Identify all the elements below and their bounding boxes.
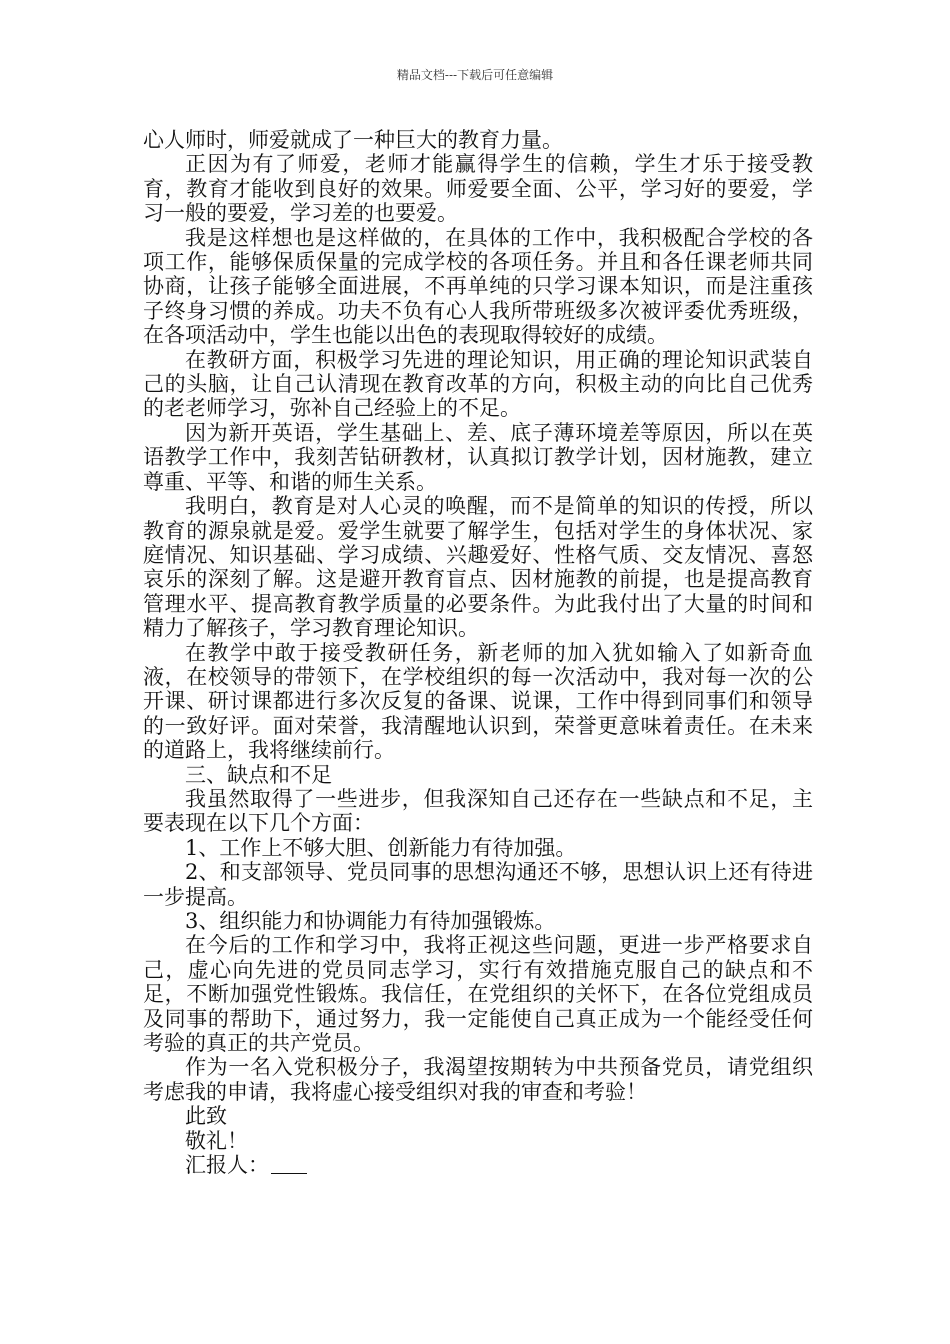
list-item: 3、组织能力和协调能力有待加强锻炼。 [185,909,556,933]
paragraph-continuation: 心人师时，师爱就成了一种巨大的教育力量。 [143,128,563,152]
page-header: 精品文档---下载后可任意编辑 [396,68,554,82]
signature-line [143,1153,813,1177]
list-item: 1、工作上不够大胆、创新能力有待加强。 [185,835,577,860]
paragraph: 正因为有了师爱，老师才能赢得学生的信赖，学生才乐于接受教育，教育才能收到良好的效果。师爱要全面、公平，学习好的要爱，学习一般的要爱，学习差的也要爱。 [143,152,813,226]
paragraph: 作为一名入党积极分子，我渴望按期转为中共预备党员，请党组织考虑我的申请，我将虚心接受组织对我的审查和考验！ [143,1055,813,1104]
paragraph: 我明白，教育是对人心灵的唤醒，而不是简单的知识的传授，所以教育的源泉就是爱。爱学生就要了解学生，包括对学生的身体状况、家庭情况、知识基础、学习成绩、兴趣爱好、性格气质、交友情况、喜怒哀乐的深刻了解。这是避开教育盲点、因材施教的前提，也是提高教育管理水平、提高教育教学质量的必要条件。为此我付出了大量的时间和精力了解孩子，学习教育理论知识。 [143,494,813,641]
signature-label: 汇报人： [185,1153,269,1178]
paragraph: 我虽然取得了一些进步，但我深知自己还存在一些缺点和不足，主要表现在以下几个方面： [143,786,813,836]
signature-blank [271,1155,307,1174]
paragraph: 在教学中敢于接受教研任务，新老师的加入犹如输入了如新奇血液，在校领导的带领下，在学校组织的每一次活动中，我对每一次的公开课、研讨课都进行多次反复的备课、说课，工作中得到同事们和领导的一致好评。面对荣誉，我清醒地认识到，荣誉更意味着责任。在未来的道路上，我将继续前行。 [143,640,813,763]
paragraph: 我是这样想也是这样做的，在具体的工作中，我积极配合学校的各项工作，能够保质保量的完成学校的各项任务。并且和各任课老师共同协商，让孩子能够全面进展，不再单纯的只学习课本知识，而是注重孩子终身习惯的养成。功夫不负有心人我所带班级多次被评委优秀班级，在各项活动中，学生也能以出色的表现取得较好的成绩。 [143,225,813,348]
paragraph: 在今后的工作和学习中，我将正视这些问题，更进一步严格要求自己，虚心向先进的党员同志学习，实行有效措施克服自己的缺点和不足，不断加强党性锻炼。我信任，在党组织的关怀下，在各位党组成员及同事的帮助下，通过努力，我一定能使自己真正成为一个能经受任何考验的真正的共产党员。 [143,933,813,1056]
closing-regards: 敬礼！ [185,1128,248,1153]
section-heading: 三、缺点和不足 [185,762,332,787]
paragraph: 因为新开英语，学生基础上、差、底子薄环境差等原因，所以在英语教学工作中，我刻苦钻研教材，认真拟订教学计划，因材施教，建立尊重、平等、和谐的师生关系。 [143,420,813,494]
list-item: 2、和支部领导、党员同事的思想沟通还不够，思想认识上还有待进一步提高。 [143,860,813,909]
document-body [143,128,813,1177]
closing-salutation: 此致 [185,1104,227,1129]
paragraph: 在教研方面，积极学习先进的理论知识，用正确的理论知识武装自己的头脑，让自己认清现在教育改革的方向，积极主动的向比自己优秀的老老师学习，弥补自己经验上的不足。 [143,347,813,421]
